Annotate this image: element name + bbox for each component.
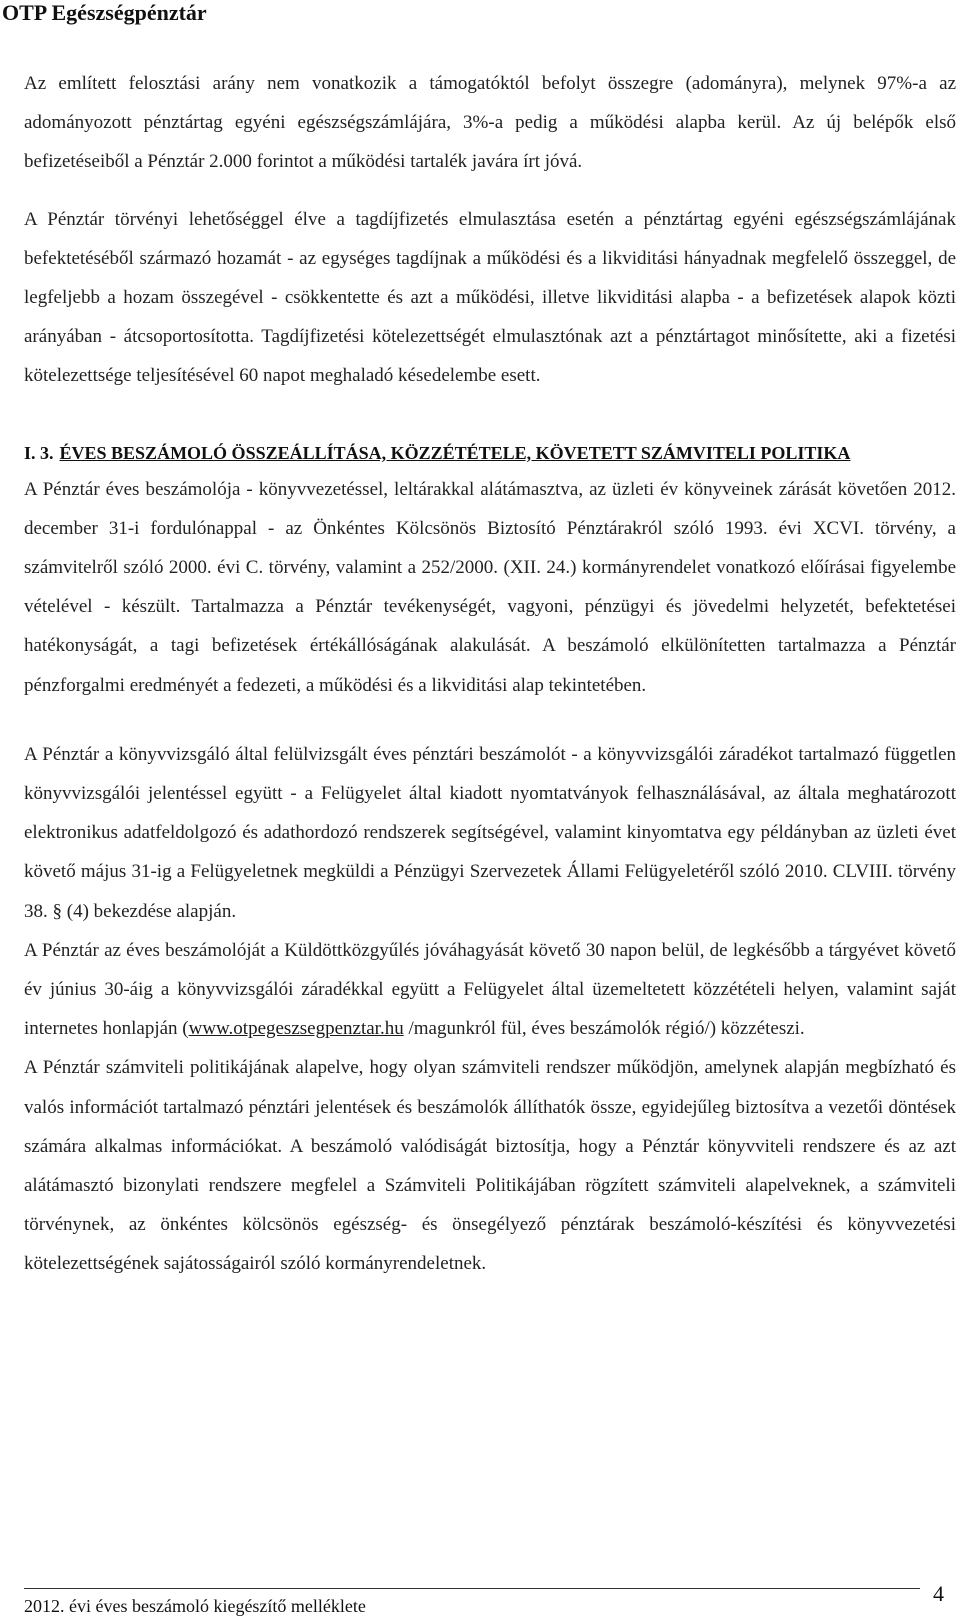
page-number: 4 bbox=[933, 1581, 944, 1606]
paragraph-membership-fee-default: A Pénztár törvényi lehetőséggel élve a tagdíjfizetés elmulasztása esetén a pénztártag egyéni egészségszámlájának befektetéséből származó hozamát - az egységes tagdíjnak a működési és a likviditási hányadnak megfelelő összeggel, de legfeljebb a hozam összegével - csökkentette és azt a működési, illetve likviditási alapba - a befizetések alapok közti arányában - átcsoportosította. Tagdíjfizetési kötelezettségét elmulasztónak azt a pénztártagot minősítette, aki a fizetési kötelezettsége teljesítésével 60 napot meghaladó késedelembe esett. bbox=[24, 208, 956, 387]
section-heading bbox=[24, 436, 956, 470]
document-body bbox=[24, 64, 956, 1284]
document-header-title: OTP Egészségpénztár bbox=[2, 0, 207, 25]
website-link[interactable]: www.otpegeszsegpenztar.hu bbox=[188, 1018, 404, 1040]
paragraph-accounting-policy: A Pénztár számviteli politikájának alapelve, hogy olyan számviteli rendszer működjön, amelynek alapján megbízható és valós információt tartalmazó pénztári jelentések és beszámolók állíthatók össze, egyidejűleg biztosítva a vezetői döntések számára alkalmas információkat. A beszámoló valódiságát biztosítja, hogy a Pénztár könyvviteli rendszere és az azt alátámasztó bizonylati rendszere megfelel a Számviteli Politikájában rögzített számviteli alapelveknek, a számviteli törvénynek, az önkéntes kölcsönös egészség- és önsegélyező pénztárak beszámoló-készítési és könyvvezetési kötelezettségének sajátosságairól szóló kormányrendeletnek. bbox=[24, 1057, 956, 1275]
footer-divider bbox=[24, 1588, 920, 1589]
publication-text-start: A Pénztár az éves beszámolóját a Küldöttközgyűlés jóváhagyását követő 30 napon belül, de legkésőbb a tárgyévet követő év június 30-áig a könyvvizsgálói záradékkal együtt a Felügyelet által üzemeltetett közzétételi helyen, valamint saját internetes honlapján ( bbox=[24, 939, 956, 1040]
paragraph-annual-report-basis: A Pénztár éves beszámolója - könyvvezetéssel, leltárakkal alátámasztva, az üzleti év könyveinek zárását követően 2012. december 31-i fordulónappal - az Önkéntes Kölcsönös Biztosító Pénztárakról szóló 1993. évi XCVI. törvény, a számvitelről szóló 2000. évi C. törvény, valamint a 252/2000. (XII. 24.) kormányrendelet vonatkozó előírásai figyelembe vételével - készült. Tartalmazza a Pénztár tevékenységét, vagyoni, pénzügyi és jövedelmi helyzetét, befektetései hatékonyságát, a tagi befizetések értékállóságának alakulását. A beszámoló elkülönítetten tartalmazza a Pénztár pénzforgalmi eredményét a fedezeti, a működési és a likviditási alap tekintetében. bbox=[24, 478, 956, 696]
publication-text-end: /magunkról fül, éves beszámolók régió/) közzéteszi. bbox=[403, 1018, 805, 1040]
section-number: I. 3. bbox=[24, 442, 54, 463]
paragraph-auditor-submission: A Pénztár a könyvvizsgáló által felülvizsgált éves pénztári beszámolót - a könyvvizsgálói záradékot tartalmazó független könyvvizsgálói jelentéssel együtt - a Felügyelet által kiadott nyomtatványok felhasználásával, az általa meghatározott elektronikus adatfeldolgozó és adathordozó rendszerek segítségével, valamint kinyomtatva egy példányban az üzleti évet követő május 31-ig a Felügyeletnek megküldi a Pénzügyi Szervezetek Állami Felügyeletéről szóló 2010. CLVIII. törvény 38. § (4) bekezdése alapján. bbox=[24, 743, 956, 922]
paragraph-publication bbox=[24, 931, 956, 1049]
section-title: ÉVES BESZÁMOLÓ ÖSSZEÁLLÍTÁSA, KÖZZÉTÉTELE, KÖVETETT SZÁMVITELI POLITIKA bbox=[59, 442, 851, 463]
footer-document-title: 2012. évi éves beszámoló kiegészítő melléklete bbox=[24, 1596, 366, 1616]
paragraph-allocation-note: Az említett felosztási arány nem vonatkozik a támogatóktól befolyt összegre (adományra), melynek 97%-a az adományozott pénztártag egyéni egészségszámlájára, 3%-a pedig a működési alapba kerül. Az új belépők első befizetéseiből a Pénztár 2.000 forintot a működési tartalék javára írt jóvá. bbox=[24, 73, 956, 173]
